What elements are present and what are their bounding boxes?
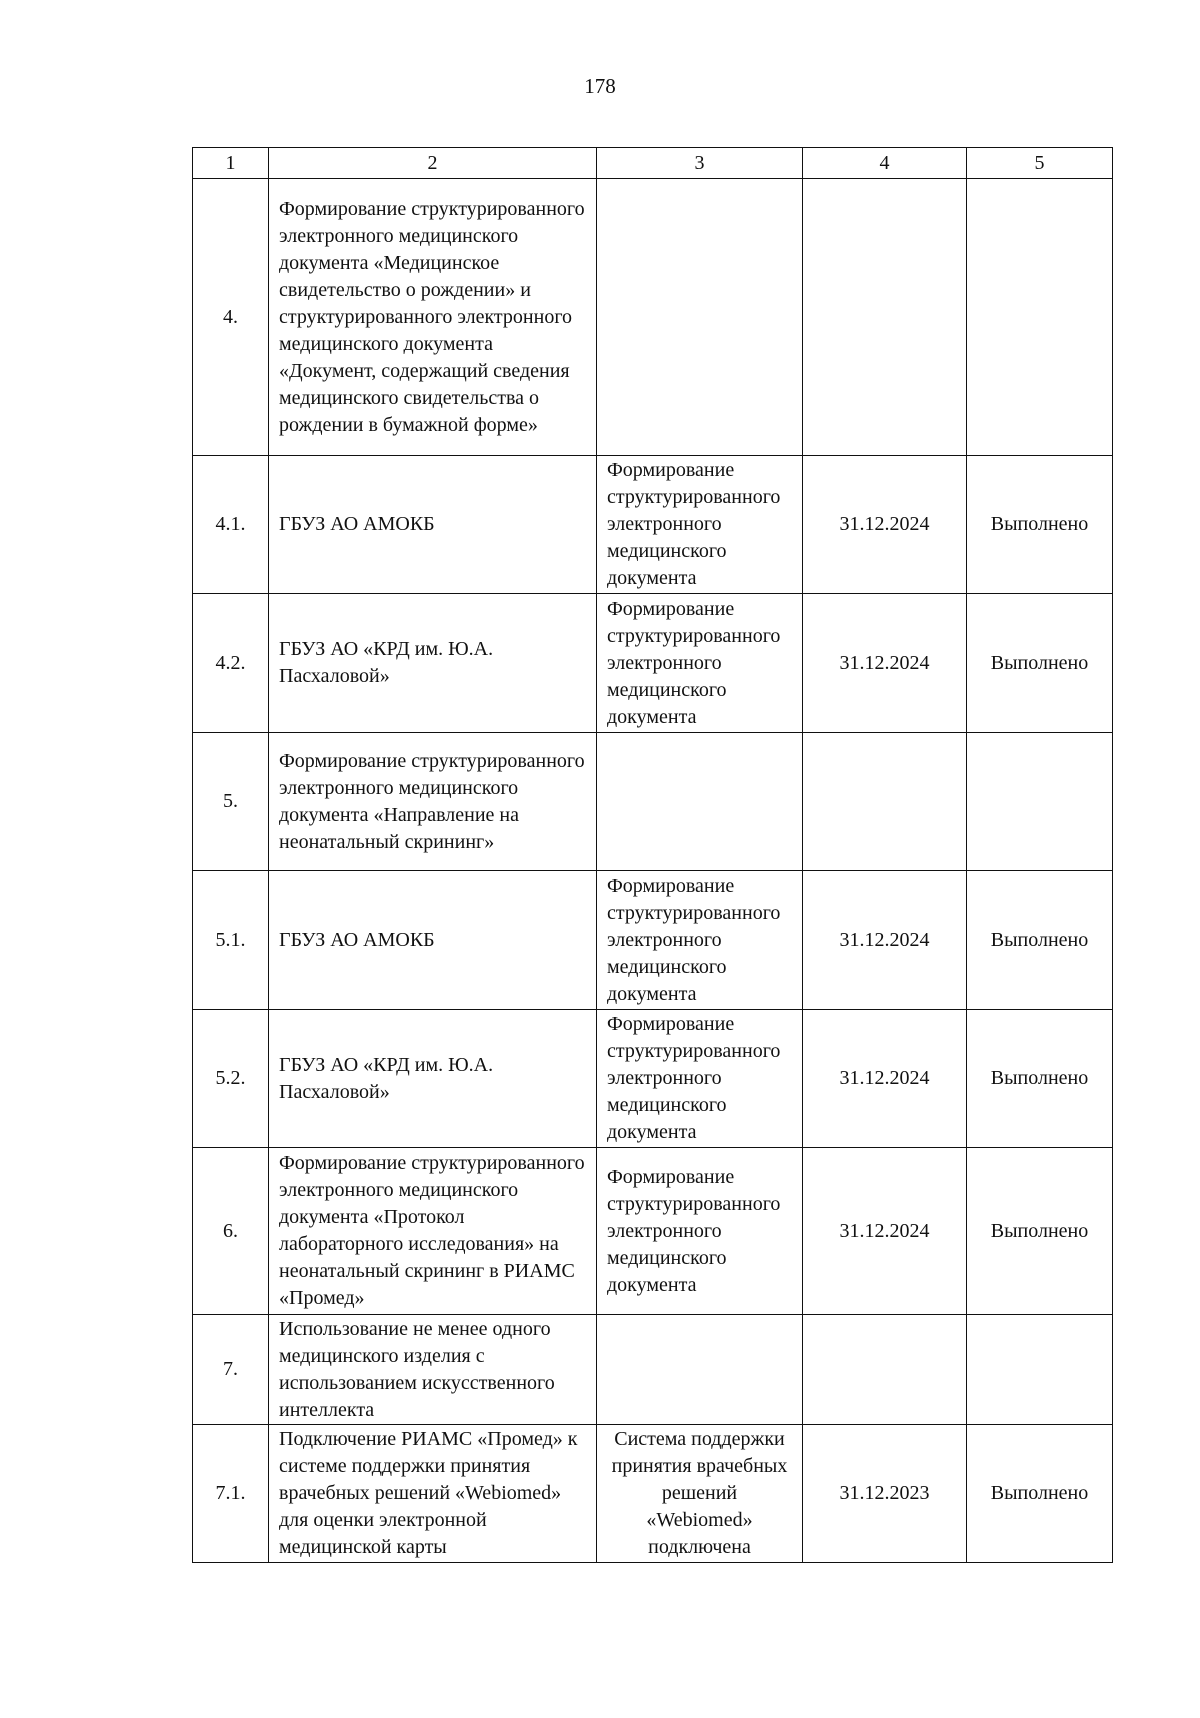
column-header-4: 4 bbox=[803, 148, 967, 179]
row-number: 6. bbox=[193, 1148, 269, 1315]
row-activity: ГБУЗ АО АМОКБ bbox=[269, 871, 597, 1010]
row-activity: ГБУЗ АО «КРД им. Ю.А. Пасхаловой» bbox=[269, 1010, 597, 1148]
row-activity: ГБУЗ АО АМОКБ bbox=[269, 456, 597, 594]
row-result: Система поддержки принятия врачебных решений «Webiomed» подключена bbox=[597, 1425, 803, 1563]
table-row bbox=[193, 1425, 1113, 1563]
row-number: 5.2. bbox=[193, 1010, 269, 1148]
row-number: 4.2. bbox=[193, 594, 269, 733]
page-number: 178 bbox=[584, 74, 616, 98]
row-number: 5. bbox=[193, 733, 269, 871]
row-status: Выполнено bbox=[967, 456, 1113, 594]
column-header-1: 1 bbox=[193, 148, 269, 179]
table-row bbox=[193, 594, 1113, 733]
table-row bbox=[193, 1010, 1113, 1148]
row-deadline bbox=[803, 179, 967, 456]
table-row bbox=[193, 456, 1113, 594]
row-result bbox=[597, 733, 803, 871]
table-row bbox=[193, 871, 1113, 1010]
row-result: Формирование структурированного электронного медицинского документа bbox=[597, 594, 803, 733]
table-row bbox=[193, 1148, 1113, 1315]
row-deadline: 31.12.2024 bbox=[803, 1010, 967, 1148]
table-row bbox=[193, 1315, 1113, 1425]
column-header-3: 3 bbox=[597, 148, 803, 179]
table-row bbox=[193, 179, 1113, 456]
row-number: 4. bbox=[193, 179, 269, 456]
row-status: Выполнено bbox=[967, 871, 1113, 1010]
row-status bbox=[967, 1315, 1113, 1425]
row-activity: Использование не менее одного медицинского изделия с использованием искусственного интеллекта bbox=[269, 1315, 597, 1425]
row-result bbox=[597, 1315, 803, 1425]
row-deadline: 31.12.2024 bbox=[803, 456, 967, 594]
row-status: Выполнено bbox=[967, 1148, 1113, 1315]
row-status: Выполнено bbox=[967, 594, 1113, 733]
plan-table bbox=[192, 147, 1113, 1563]
row-result: Формирование структурированного электронного медицинского документа bbox=[597, 871, 803, 1010]
row-number: 5.1. bbox=[193, 871, 269, 1010]
row-number: 4.1. bbox=[193, 456, 269, 594]
row-deadline bbox=[803, 1315, 967, 1425]
row-deadline: 31.12.2023 bbox=[803, 1425, 967, 1563]
row-number: 7.1. bbox=[193, 1425, 269, 1563]
row-deadline: 31.12.2024 bbox=[803, 1148, 967, 1315]
row-status bbox=[967, 733, 1113, 871]
row-activity: Формирование структурированного электронного медицинского документа «Протокол лабораторного исследования» на неонатальный скрининг в РИАМС «Промед» bbox=[269, 1148, 597, 1315]
column-header-5: 5 bbox=[967, 148, 1113, 179]
table-row bbox=[193, 733, 1113, 871]
row-number: 7. bbox=[193, 1315, 269, 1425]
row-result: Формирование структурированного электронного медицинского документа bbox=[597, 1010, 803, 1148]
column-header-2: 2 bbox=[269, 148, 597, 179]
row-activity: Подключение РИАМС «Промед» к системе поддержки принятия врачебных решений «Webiomed» для оценки электронной медицинской карты bbox=[269, 1425, 597, 1563]
row-status: Выполнено bbox=[967, 1425, 1113, 1563]
row-deadline: 31.12.2024 bbox=[803, 594, 967, 733]
header-row bbox=[193, 148, 1113, 179]
row-activity: Формирование структурированного электронного медицинского документа «Направление на неонатальный скрининг» bbox=[269, 733, 597, 871]
row-activity: ГБУЗ АО «КРД им. Ю.А. Пасхаловой» bbox=[269, 594, 597, 733]
row-activity: Формирование структурированного электронного медицинского документа «Медицинское свидетельство о рождении» и структурированного электронного медицинского документа «Документ, содержащий сведения медицинского свидетельства о рождении в бумажной форме» bbox=[269, 179, 597, 456]
row-deadline bbox=[803, 733, 967, 871]
row-status: Выполнено bbox=[967, 1010, 1113, 1148]
row-deadline: 31.12.2024 bbox=[803, 871, 967, 1010]
row-result: Формирование структурированного электронного медицинского документа bbox=[597, 1148, 803, 1315]
row-result: Формирование структурированного электронного медицинского документа bbox=[597, 456, 803, 594]
row-result bbox=[597, 179, 803, 456]
row-status bbox=[967, 179, 1113, 456]
